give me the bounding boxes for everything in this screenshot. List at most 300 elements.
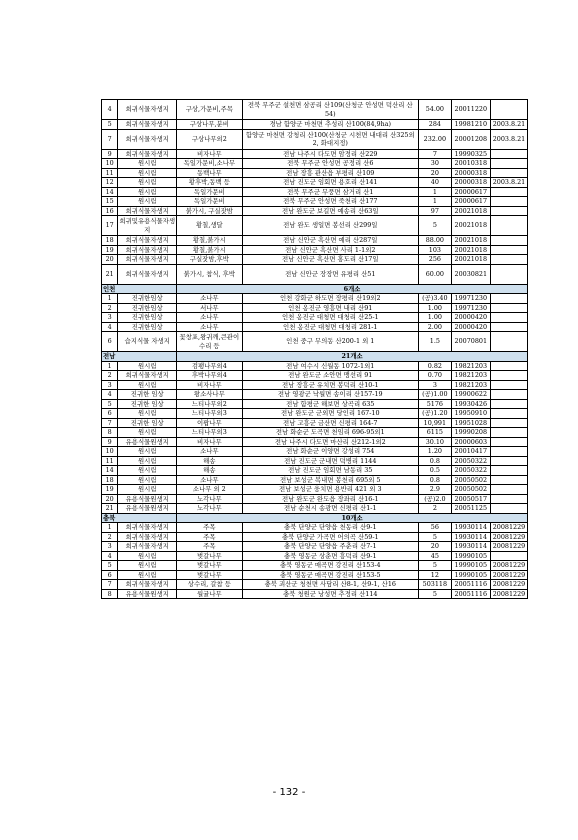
type-cell: 희귀식물자생지 <box>118 236 177 246</box>
location-cell: 전남 장흥 관산읍 부평리 산109 <box>242 168 419 178</box>
note-cell <box>490 456 527 466</box>
date-cell: 20051125 <box>451 504 490 514</box>
date-cell: 20021018 <box>451 236 490 246</box>
species-cell: 느티나무외3 <box>177 428 242 438</box>
date-cell: 20000603 <box>451 437 490 447</box>
table-row <box>102 264 528 284</box>
date-cell: 20050322 <box>451 466 490 476</box>
species-cell: 비자나무 <box>177 149 242 159</box>
table-row <box>102 551 528 561</box>
species-cell: 비자나무 <box>177 380 242 390</box>
note-cell <box>490 187 527 197</box>
note-cell <box>490 361 527 371</box>
area-cell: 40 <box>419 178 452 188</box>
area-cell: 232.00 <box>419 129 452 149</box>
type-cell: 원시림 <box>118 187 177 197</box>
table-row <box>102 589 528 599</box>
location-cell: 충북 영동군 매곡면 강진리 산153-4 <box>242 561 419 571</box>
area-cell: 56 <box>419 523 452 533</box>
type-cell: 원시림 <box>118 409 177 419</box>
area-cell: 1 <box>419 187 452 197</box>
type-cell: 원시림 <box>118 428 177 438</box>
date-cell: 19930114 <box>451 523 490 533</box>
note-cell <box>490 418 527 428</box>
date-cell: 19971230 <box>451 303 490 313</box>
note-cell <box>490 475 527 485</box>
row-number-cell: 20 <box>102 494 118 504</box>
note-cell <box>490 206 527 216</box>
date-cell: 20001208 <box>451 129 490 149</box>
date-cell: 19821203 <box>451 380 490 390</box>
type-cell: 유용식물원생지 <box>118 437 177 447</box>
area-cell: 1.00 <box>419 303 452 313</box>
type-cell: 유용식물원생지 <box>118 504 177 514</box>
row-number-cell: 4 <box>102 390 118 400</box>
type-cell: 희귀식물자생지 <box>118 542 177 552</box>
species-cell: 벚갈나무 <box>177 570 242 580</box>
type-cell: 희귀식물자생지 <box>118 264 177 284</box>
note-cell: 20081229 <box>490 580 527 590</box>
table-row <box>102 542 528 552</box>
table-row <box>102 100 528 120</box>
table-row <box>102 206 528 216</box>
row-number-cell: 1 <box>102 523 118 533</box>
region-header-row <box>102 352 528 362</box>
table-row <box>102 197 528 207</box>
area-cell: 256 <box>419 255 452 265</box>
location-cell: 전남 나주시 다도면 암정리 산229 <box>242 149 419 159</box>
date-cell: 19990105 <box>451 551 490 561</box>
area-cell: 0.5 <box>419 466 452 476</box>
species-cell: 황칠,생달 <box>177 216 242 236</box>
location-cell: 전북 무주군 무풍면 삼거리 산1 <box>242 187 419 197</box>
table-row <box>102 561 528 571</box>
location-cell: 전남 완도군 완도읍 장좌리 산16-1 <box>242 494 419 504</box>
note-cell <box>490 245 527 255</box>
note-cell: 20081229 <box>490 561 527 571</box>
table-row <box>102 409 528 419</box>
type-cell: 원시림 <box>118 168 177 178</box>
note-cell <box>490 409 527 419</box>
location-cell: 전남 완도 생일면 봉선리 산299일 <box>242 216 419 236</box>
species-cell: 벚갈나무 <box>177 561 242 571</box>
species-cell: 황칠,붉가시 <box>177 245 242 255</box>
date-cell: 20051116 <box>451 589 490 599</box>
note-cell <box>490 168 527 178</box>
location-cell: 인천 옹진군 대청면 대청리 산25-1 <box>242 313 419 323</box>
location-cell: 전남 신안군 장장면 유평리 산51 <box>242 264 419 284</box>
row-number-cell: 18 <box>102 236 118 246</box>
location-cell: 전남 영광군 낙월면 송이리 산157-19 <box>242 390 419 400</box>
note-cell: 20081229 <box>490 523 527 533</box>
row-number-cell: 14 <box>102 187 118 197</box>
row-number-cell: 15 <box>102 197 118 207</box>
location-cell: 전남 장흥군 유치면 봉덕리 산10-1 <box>242 380 419 390</box>
area-cell: 5 <box>419 532 452 542</box>
location-cell: 전남 여수시 신월동 1072-1외1 <box>242 361 419 371</box>
note-cell: 20081229 <box>490 589 527 599</box>
area-cell: 30 <box>419 159 452 169</box>
type-cell: 희귀식물자생지 <box>118 129 177 149</box>
table-row <box>102 178 528 188</box>
species-cell: 느티나무외2 <box>177 399 242 409</box>
region-name: 충북 <box>102 513 177 523</box>
note-cell <box>490 332 527 352</box>
area-cell: 6115 <box>419 428 452 438</box>
row-number-cell: 1 <box>102 294 118 304</box>
species-cell: 주목 <box>177 542 242 552</box>
table-row <box>102 447 528 457</box>
row-number-cell: 19 <box>102 485 118 495</box>
type-cell: 진귀한임상 <box>118 313 177 323</box>
area-cell: 0.8 <box>419 475 452 485</box>
type-cell: 희귀식물자생지 <box>118 100 177 120</box>
location-cell: 전남 나주시 다도면 마산리 산212-1외2 <box>242 437 419 447</box>
species-cell: 상수리, 갈참 등 <box>177 580 242 590</box>
species-cell: 소나무 외 2 <box>177 485 242 495</box>
note-cell: 2003.8.21 <box>490 129 527 149</box>
note-cell <box>490 551 527 561</box>
type-cell: 진귀한 임상 <box>118 390 177 400</box>
date-cell: 19900622 <box>451 390 490 400</box>
note-cell <box>490 485 527 495</box>
date-cell: 20050517 <box>451 494 490 504</box>
table-row <box>102 187 528 197</box>
location-cell: 전남 진도군 군내면 덕병리 1144 <box>242 456 419 466</box>
note-cell <box>490 428 527 438</box>
row-number-cell: 6 <box>102 409 118 419</box>
note-cell <box>490 255 527 265</box>
table-row <box>102 523 528 533</box>
area-cell: 5 <box>419 561 452 571</box>
table-row <box>102 580 528 590</box>
type-cell: 희귀식물자생지 <box>118 245 177 255</box>
type-cell: 원시림 <box>118 361 177 371</box>
row-number-cell: 5 <box>102 561 118 571</box>
row-number-cell: 9 <box>102 149 118 159</box>
date-cell: 20000420 <box>451 322 490 332</box>
type-cell: 희귀식물자생지 <box>118 206 177 216</box>
row-number-cell: 21 <box>102 264 118 284</box>
location-cell: 인천 옹진군 영흥면 내리 산91 <box>242 303 419 313</box>
species-cell: 황칠,붉가시 <box>177 236 242 246</box>
type-cell: 진귀한 임상 <box>118 418 177 428</box>
species-cell: 붉가시, 참식, 후박 <box>177 264 242 284</box>
region-count: 10개소 <box>177 513 528 523</box>
location-cell: 인천 옹진군 대청면 대청리 281-1 <box>242 322 419 332</box>
area-cell: 0.70 <box>419 371 452 381</box>
location-cell: 전남 고흥군 금산면 신평리 164-7 <box>242 418 419 428</box>
location-cell: 충북 단양군 단양읍 천동리 산9-1 <box>242 523 419 533</box>
location-cell: 전남 보성군 웅치면 용반리 421 외 3 <box>242 485 419 495</box>
table-row <box>102 532 528 542</box>
row-number-cell: 10 <box>102 159 118 169</box>
region-name: 인천 <box>102 284 177 294</box>
note-cell <box>490 466 527 476</box>
type-cell: 습지식물 자생지 <box>118 332 177 352</box>
date-cell: 19821203 <box>451 361 490 371</box>
row-number-cell: 7 <box>102 129 118 149</box>
note-cell: 20081229 <box>490 532 527 542</box>
row-number-cell: 21 <box>102 504 118 514</box>
species-cell: 소나무 <box>177 294 242 304</box>
type-cell: 원시림 <box>118 561 177 571</box>
date-cell: 20021018 <box>451 206 490 216</box>
date-cell: 20021018 <box>451 216 490 236</box>
area-cell: 20 <box>419 542 452 552</box>
location-cell: 전남 화순군 이양면 강성리 754 <box>242 447 419 457</box>
row-number-cell: 7 <box>102 580 118 590</box>
table-row <box>102 216 528 236</box>
type-cell: 희귀식물자생지 <box>118 371 177 381</box>
row-number-cell: 12 <box>102 178 118 188</box>
note-cell <box>490 294 527 304</box>
row-number-cell: 6 <box>102 570 118 580</box>
type-cell: 희귀식물자생지 <box>118 580 177 590</box>
table-row <box>102 361 528 371</box>
date-cell: 19990208 <box>451 428 490 438</box>
location-cell: 충북 청원군 낭성면 추정리 산114 <box>242 589 419 599</box>
note-cell <box>490 494 527 504</box>
area-cell: 2.9 <box>419 485 452 495</box>
row-number-cell: 2 <box>102 303 118 313</box>
type-cell: 진귀한임상 <box>118 294 177 304</box>
note-cell: 2003.8.21 <box>490 178 527 188</box>
type-cell: 원시림 <box>118 178 177 188</box>
table-row <box>102 255 528 265</box>
species-cell: 소나무 <box>177 475 242 485</box>
note-cell <box>490 303 527 313</box>
note-cell <box>490 504 527 514</box>
table-body <box>102 100 528 599</box>
species-cell: 독일가문비 <box>177 197 242 207</box>
species-cell: 독일가문비,소나무 <box>177 159 242 169</box>
area-cell: 97 <box>419 206 452 216</box>
row-number-cell: 2 <box>102 371 118 381</box>
row-number-cell: 9 <box>102 437 118 447</box>
table-row <box>102 120 528 130</box>
species-cell: 이팝나무 <box>177 418 242 428</box>
species-cell: 구상나무,분비 <box>177 120 242 130</box>
area-cell: 20 <box>419 168 452 178</box>
row-number-cell: 5 <box>102 120 118 130</box>
species-cell: 서나무 <box>177 303 242 313</box>
note-cell: 20081229 <box>490 542 527 552</box>
area-cell: 5 <box>419 216 452 236</box>
note-cell <box>490 447 527 457</box>
page-number: - 132 - <box>272 787 306 798</box>
location-cell: 전남 완도군 군외면 당인리 167-10 <box>242 409 419 419</box>
species-cell: 주목 <box>177 523 242 533</box>
area-cell: 7 <box>419 149 452 159</box>
species-cell: 소나무 <box>177 313 242 323</box>
species-cell: 해송 <box>177 466 242 476</box>
date-cell: 19930426 <box>451 399 490 409</box>
date-cell: 19930114 <box>451 532 490 542</box>
location-cell: 전남 완도군 소안면 맹선리 91 <box>242 371 419 381</box>
location-cell: 전남 신안군 흑산면 홍도리 산17일 <box>242 255 419 265</box>
species-cell: 월귤나무 <box>177 589 242 599</box>
type-cell: 유용식물원생지 <box>118 589 177 599</box>
area-cell: 1.00 <box>419 313 452 323</box>
location-cell: 전남 완도군 보길면 예송리 산63일 <box>242 206 419 216</box>
note-cell <box>490 159 527 169</box>
table-row <box>102 245 528 255</box>
area-cell: 1 <box>419 197 452 207</box>
note-cell <box>490 197 527 207</box>
row-number-cell: 3 <box>102 542 118 552</box>
species-cell: 소나무 <box>177 322 242 332</box>
table-row <box>102 399 528 409</box>
species-cell: 꽃창포,왕귀깨,큰관이수리 등 <box>177 332 242 352</box>
date-cell: 20000617 <box>451 197 490 207</box>
location-cell: 전남 진도군 임회면 용호리 산141 <box>242 178 419 188</box>
area-cell: 0.82 <box>419 361 452 371</box>
note-cell <box>490 313 527 323</box>
note-cell <box>490 236 527 246</box>
area-cell: 54.00 <box>419 100 452 120</box>
table-row <box>102 371 528 381</box>
species-cell: 느티나무외3 <box>177 409 242 419</box>
species-cell: 붉가시, 구실잣밤 <box>177 206 242 216</box>
location-cell: 전북 무주군 안성면 공정리 산6 <box>242 159 419 169</box>
note-cell <box>490 264 527 284</box>
row-number-cell: 4 <box>102 100 118 120</box>
area-cell: 503118 <box>419 580 452 590</box>
note-cell <box>490 380 527 390</box>
table-row <box>102 485 528 495</box>
date-cell: 20010417 <box>451 447 490 457</box>
region-header-row <box>102 513 528 523</box>
row-number-cell: 2 <box>102 532 118 542</box>
note-cell <box>490 149 527 159</box>
date-cell: 20021018 <box>451 255 490 265</box>
date-cell: 20070801 <box>451 332 490 352</box>
row-number-cell: 18 <box>102 475 118 485</box>
type-cell: 희귀식물자생지 <box>118 532 177 542</box>
species-cell: 구실잣밤,후박 <box>177 255 242 265</box>
species-cell: 황후박,동백 등 <box>177 178 242 188</box>
location-cell: 충북 영동군 상춘면 흥덕리 산9-1 <box>242 551 419 561</box>
location-cell: 함양군 마천면 강청리 산100(산청군 시천면 내대리 산325외2, 화대지정) <box>242 129 419 149</box>
type-cell: 유용식물원생지 <box>118 494 177 504</box>
species-cell: 해송 <box>177 456 242 466</box>
table-row <box>102 332 528 352</box>
location-cell: 전남 화순군 도곡면 천임리 696-95외1 <box>242 428 419 438</box>
area-cell: 5176 <box>419 399 452 409</box>
type-cell: 희귀식물자생지 <box>118 523 177 533</box>
type-cell: 희귀및유용식물자생지 <box>119 217 176 234</box>
row-number-cell: 20 <box>102 255 118 265</box>
row-number-cell: 16 <box>102 206 118 216</box>
table-row <box>102 437 528 447</box>
location-cell: 전북 무주군 안성면 죽천리 산177 <box>242 197 419 207</box>
area-cell: (공)3.40 <box>419 294 452 304</box>
row-number-cell: 8 <box>102 428 118 438</box>
type-cell: 희귀식물자생지 <box>118 149 177 159</box>
type-cell: 원시림 <box>118 380 177 390</box>
table-row <box>102 129 528 149</box>
note-cell <box>490 437 527 447</box>
date-cell: 19981210 <box>451 120 490 130</box>
row-number-cell: 10 <box>102 447 118 457</box>
date-cell: 19930114 <box>451 542 490 552</box>
date-cell: 19990105 <box>451 570 490 580</box>
location-cell: 전남 신안군 흑산면 예리 산287일 <box>242 236 419 246</box>
note-cell: 2003.8.21 <box>490 120 527 130</box>
table-row <box>102 322 528 332</box>
type-cell: 원시림 <box>118 466 177 476</box>
table-row <box>102 168 528 178</box>
region-name: 전남 <box>102 352 177 362</box>
table-row <box>102 313 528 323</box>
note-cell <box>490 100 527 120</box>
species-cell: 구상나무외2 <box>177 129 242 149</box>
type-cell: 원시림 <box>118 570 177 580</box>
date-cell: 19990325 <box>451 149 490 159</box>
date-cell: 20030821 <box>451 264 490 284</box>
date-cell: 19950910 <box>451 409 490 419</box>
species-cell: 동백나무 <box>177 168 242 178</box>
area-cell: 60.00 <box>419 264 452 284</box>
date-cell: 20000617 <box>451 187 490 197</box>
species-cell: 구상,가문비,주목 <box>177 100 242 120</box>
area-cell: 10,991 <box>419 418 452 428</box>
table-row <box>102 159 528 169</box>
location-cell: 충북 단양군 가곡면 어의곡 산59-1 <box>242 532 419 542</box>
area-cell: (공)1.00 <box>419 390 452 400</box>
date-cell: 20000318 <box>451 168 490 178</box>
area-cell: 88.00 <box>419 236 452 246</box>
type-cell: 원시림 <box>118 551 177 561</box>
type-cell: 원시림 <box>118 447 177 457</box>
location-cell: 전북 무주군 설천면 삼공리 산109(산청군 안성면 덕산리 산54) <box>242 100 419 120</box>
row-number-cell: 4 <box>102 551 118 561</box>
note-cell <box>490 399 527 409</box>
row-number-cell: 19 <box>102 245 118 255</box>
date-cell: 19951028 <box>451 418 490 428</box>
row-number-cell: 11 <box>102 456 118 466</box>
row-number-cell: 14 <box>102 466 118 476</box>
area-cell: 30.10 <box>419 437 452 447</box>
species-cell: 노각나무 <box>177 504 242 514</box>
area-cell: 12 <box>419 570 452 580</box>
area-cell: (공)1.20 <box>419 409 452 419</box>
type-cell: 진귀한임상 <box>118 303 177 313</box>
region-header-row <box>102 284 528 294</box>
location-cell: 경남 함양군 마천면 추성리 산100(84,9ha) <box>242 120 419 130</box>
species-cell: 비자나무 <box>177 437 242 447</box>
area-cell: (공)2.0 <box>419 494 452 504</box>
type-cell: 진귀한임상 <box>118 322 177 332</box>
table-row <box>102 475 528 485</box>
type-cell: 희귀식물자생지 <box>118 255 177 265</box>
table-row <box>102 570 528 580</box>
species-cell: 벚갈나무 <box>177 551 242 561</box>
type-cell: 원시림 <box>118 456 177 466</box>
row-number-cell: 8 <box>102 589 118 599</box>
table-row <box>102 380 528 390</box>
date-cell: 20011220 <box>451 100 490 120</box>
table-row <box>102 456 528 466</box>
location-cell: 전남 순천시 송광면 신평리 산1-1 <box>242 504 419 514</box>
date-cell: 20000420 <box>451 313 490 323</box>
location-cell: 충북 영동군 매곡면 강진리 산153-5 <box>242 570 419 580</box>
region-count: 6개소 <box>177 284 528 294</box>
area-cell: 2 <box>419 504 452 514</box>
row-number-cell: 3 <box>102 313 118 323</box>
area-cell: 0.8 <box>419 456 452 466</box>
